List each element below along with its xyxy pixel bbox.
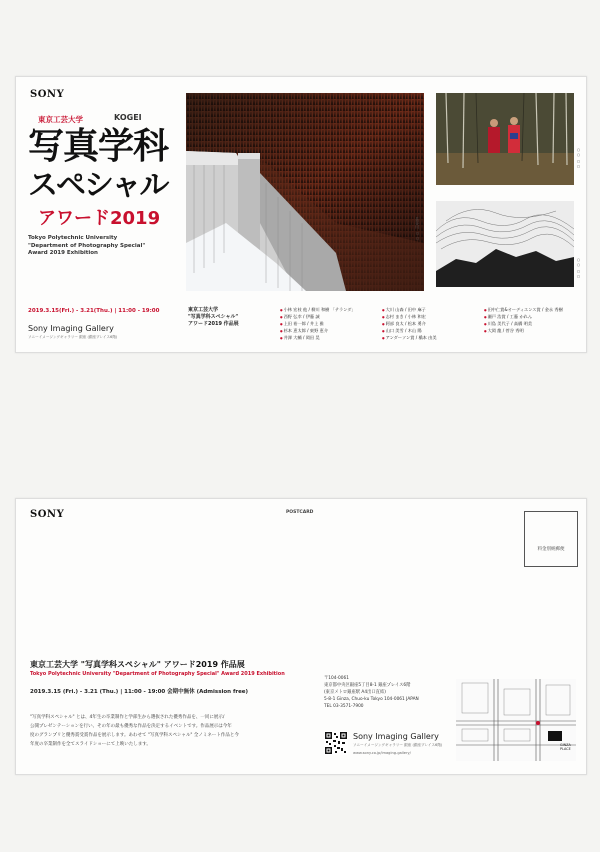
description-line: 年度の卒業制作を全てスライドショーにて上映いたします。 [30,742,151,747]
works-heading [188,307,239,328]
artist-entry: ● 瀬戸 浩賞 / 工藤 かれん [484,314,580,320]
description-line: "写真学科スペシャル" とは、4年生の卒業制作と学部生から選抜された優秀作品を、一同に展示/ [30,715,225,720]
sony-logo: SONY [30,509,65,520]
subtitle-line: Tokyo Polytechnic University [28,235,118,241]
postcard-back [15,498,587,775]
map-label: GINZA PLACE [560,743,571,751]
gallery-subtitle: ソニーイメージングギャラリー 銀座 (銀座プレイス6階) [28,335,118,339]
description-line: 公開プレゼンテーションを行い、その年の最も優秀な作品を決定するイベントです。作品展示は今年 [30,724,232,729]
artist-entry: ● 大岡 龍 / 菅谷 秀明 [484,328,580,334]
forest-caption: ○○ ○○ [576,147,581,169]
dam-caption: 長谷川 ○○ [415,217,420,241]
address-line: (東京メトロ銀座駅 A4出口直結) [324,690,386,695]
artist-entry: ● 井澤 大輔 / 岡田 晃 [280,335,376,341]
artist-entry: ● 大川 山森 / 田中 麻子 [382,307,478,313]
title-line2: スペシャル [28,168,168,203]
works-heading-line: アワード2019 作品展 [188,321,239,327]
description [30,713,320,749]
artist-entry: ● 川島 美代子 / 高橋 明美 [484,321,580,327]
title-line1: 写真学科 [28,126,169,167]
mountain-photo [436,201,574,287]
artist-entry: ● 小林 宏枝 他 / 柳川 和樹 「テランダ」 [280,307,376,313]
artist-entry: ● アンダーソン賞 / 橋本 由美 [382,335,478,341]
qr-code-icon [324,731,348,755]
dam-photo [186,93,424,291]
gallery-name: Sony Imaging Gallery [28,324,114,333]
gallery-url: www.sony.co.jp/imaging-gallery/ [353,751,411,755]
artist-entry: ● 山口 美雪 / 木山 陽 [382,328,478,334]
postcard-label: POSTCARD [286,510,314,515]
address-line: 東京都中央区銀座5丁目8-1 銀座プレイス6階 [324,683,411,688]
back-dates: 2019.3.15 (Fri.) - 3.21 (Thu.) | 11:00 - 19:00 会期中無休 (Admission free) [30,689,249,695]
works-heading-line: "写真学科スペシャル" [188,314,239,320]
phone-number: TEL 03-3571-7900 [324,704,364,709]
back-gallery-subtitle: ソニーイメージングギャラリー 銀座 (銀座プレイス6階) [353,743,443,747]
back-headline: 東京工芸大学 "写真学科スペシャル" アワード2019 作品展 [30,660,245,669]
sony-logo: SONY [30,89,65,100]
address-line: 5-8-1 Ginza, Chuo-ku Tokyo 104-0061 JAPAN [324,697,419,702]
mountain-caption: ○○ ○○ [576,257,581,279]
description-line: 度のグランプリと優秀賞受賞作品を展示します。あわせて "写真学科スペシャル" 全ノミネート作品と今 [30,733,239,738]
stamp-label: 料金別納郵便 [537,547,565,552]
subtitle-en [28,235,188,258]
back-headline-en: Tokyo Polytechnic University "Department of Photography Special" Award 2019 Exhibition [30,671,285,677]
postcard-front [15,76,587,353]
back-gallery-name: Sony Imaging Gallery [353,732,439,741]
subtitle-line: Award 2019 Exhibition [28,250,98,256]
artist-entry: ● 上田 裕一郎 / 井上 雅 [280,321,376,327]
artist-entry: ● 田中仁賞&オーディエンス賞 / 金永 秀樹 [484,307,580,313]
stamp-box [524,511,578,567]
address-block [324,675,419,710]
forest-photo [436,93,574,185]
artist-list [280,307,580,341]
artist-entry: ● 志村 まき / 小林 和宏 [382,314,478,320]
postal-code: 〒104-0061 [324,676,349,681]
subtitle-line: "Department of Photography Special" [28,242,146,249]
title-line3: アワード2019 [38,208,161,229]
artist-entry: ● 阿部 良太 / 松本 勇介 [382,321,478,327]
works-heading-line: 東京工芸大学 [188,307,219,313]
kogei-logo: KOGEI [114,113,142,122]
exhibition-dates: 2019.3.15(Fri.) - 3.21(Thu.) | 11:00 - 19:00 [28,308,160,314]
university-name: 東京工芸大学 [38,115,83,124]
access-map [456,679,576,761]
artist-entry: ● 杉本 恵太郎 / 東野 恵介 [280,328,376,334]
artist-entry: ● 西野 弘幸 / 伊藤 誠 [280,314,376,320]
